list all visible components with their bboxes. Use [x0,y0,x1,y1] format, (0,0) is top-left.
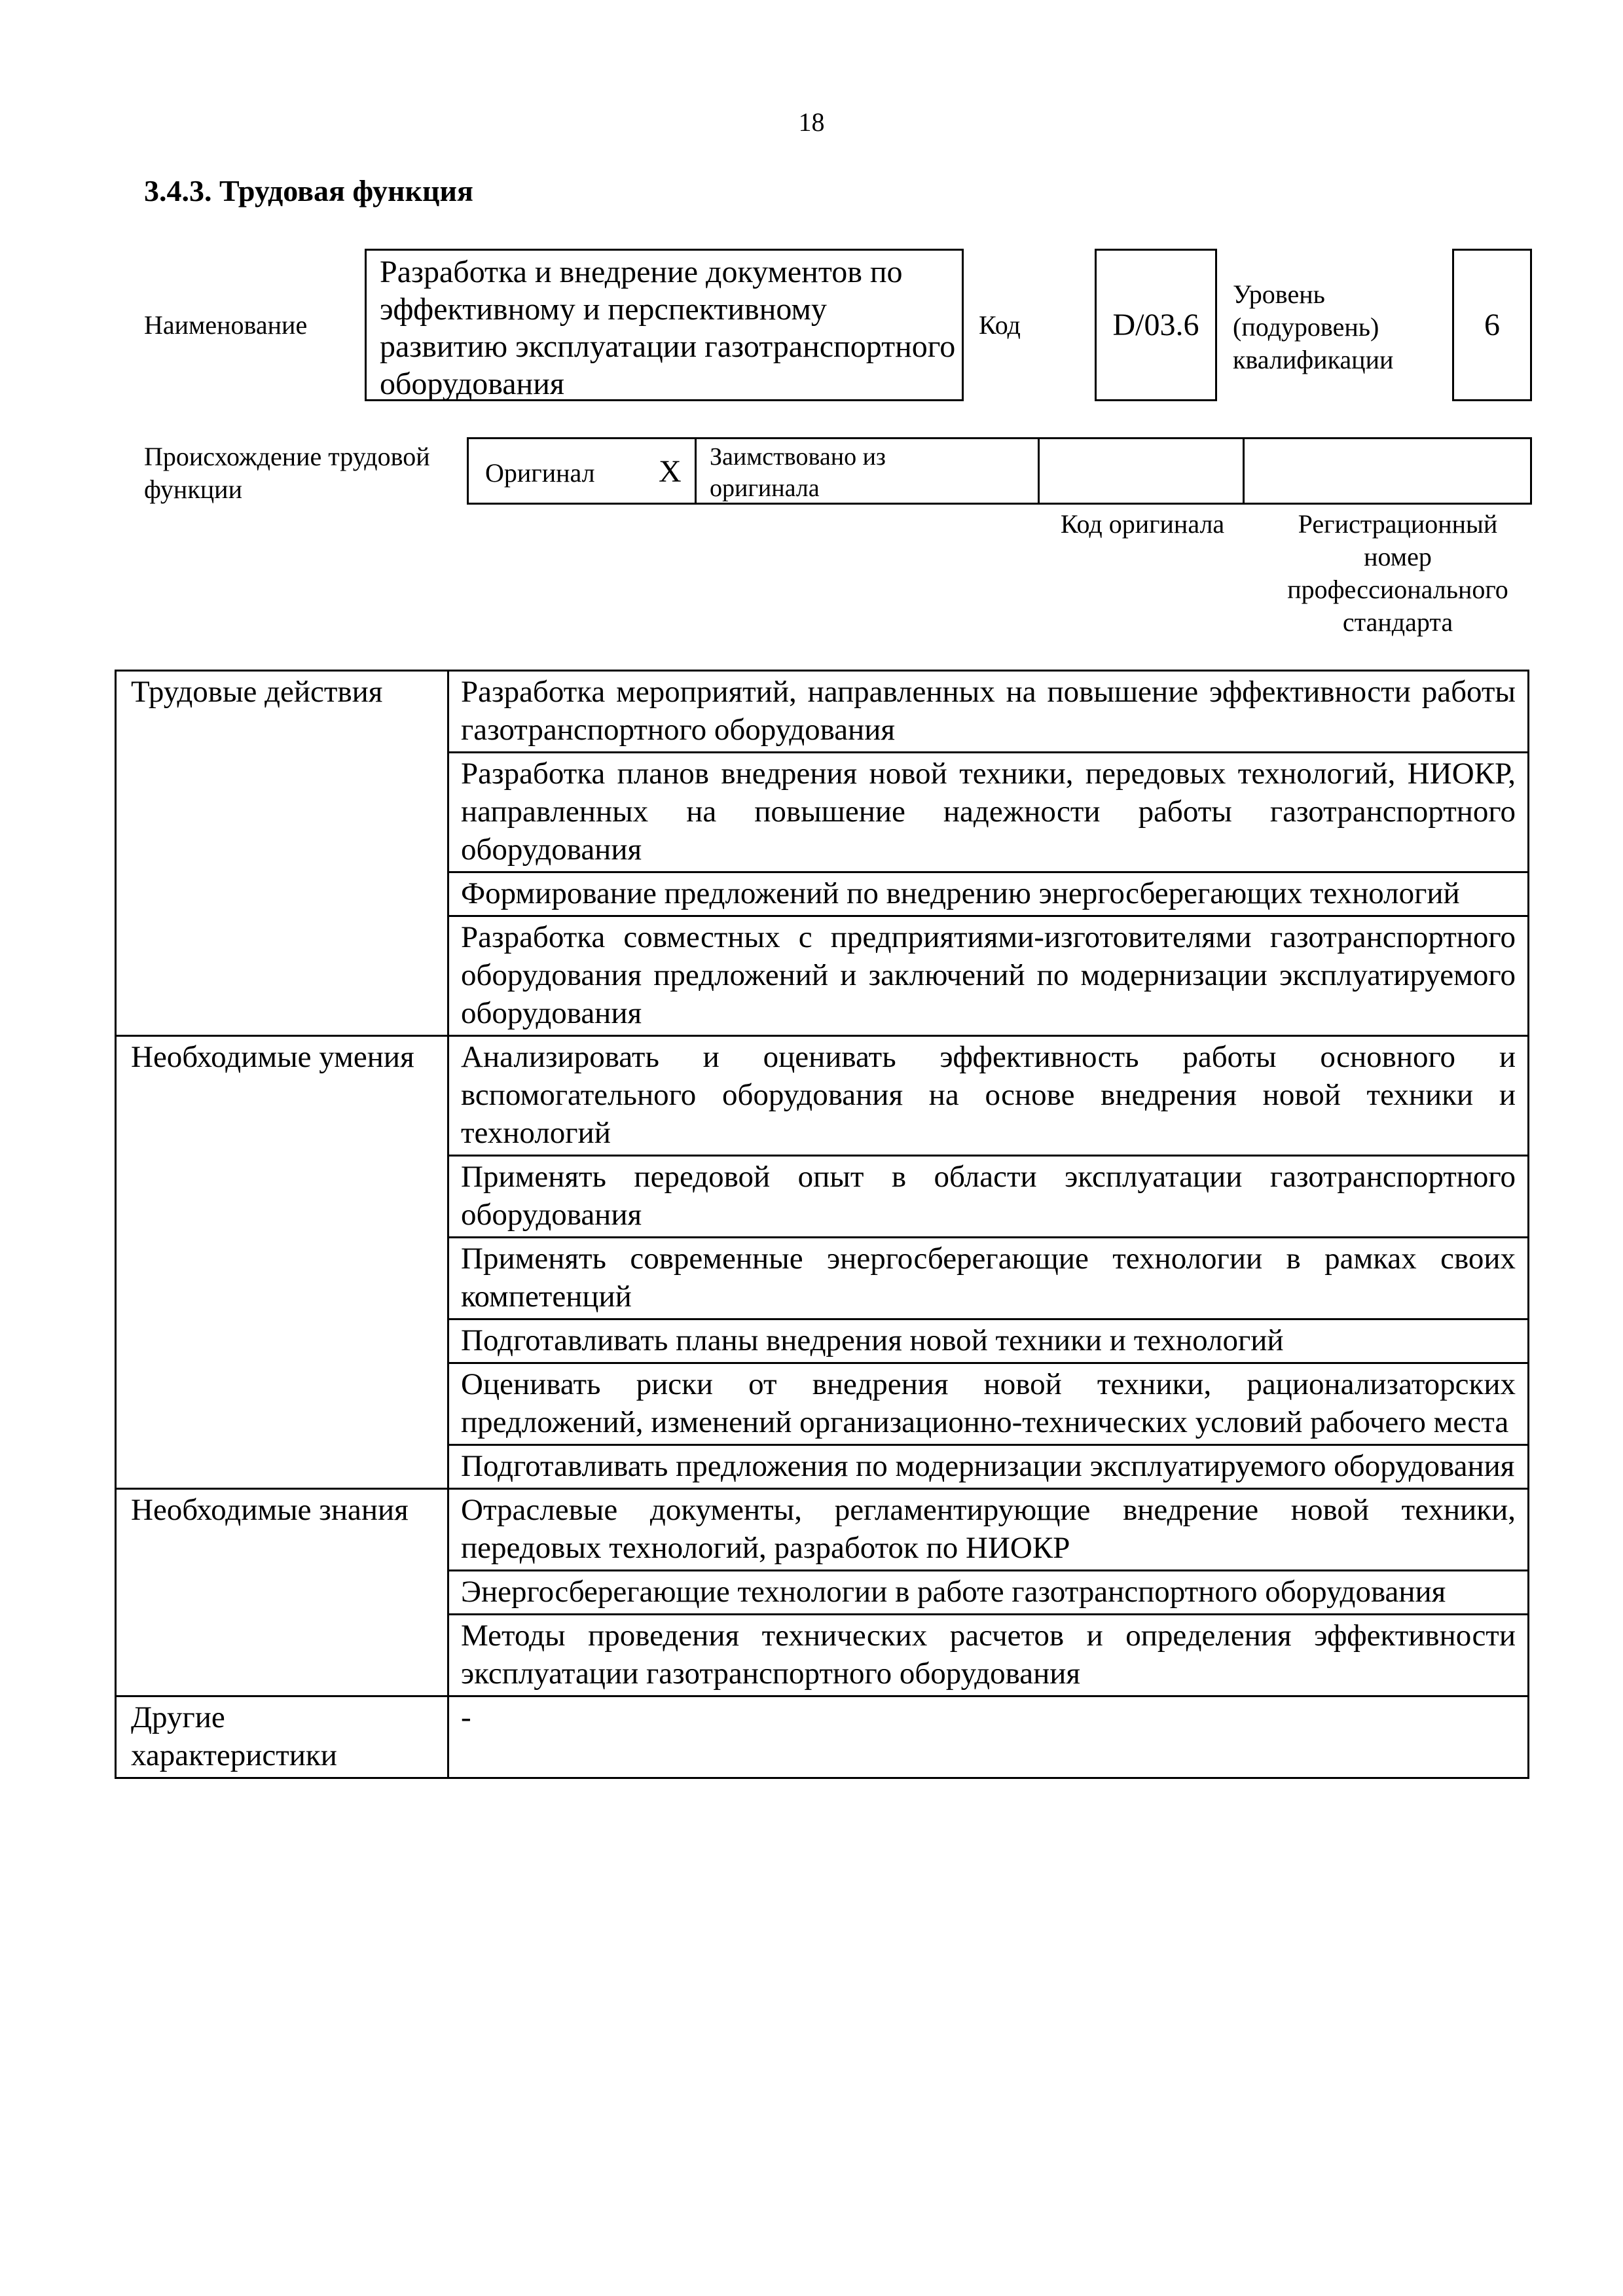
knowledge-item: Отраслевые документы, регламентирующие внедрение новой техники, передовых технологий, разработок по НИОКР [448,1489,1529,1571]
page-number: 18 [798,107,825,137]
labor-action-item: Разработка планов внедрения новой техники, передовых технологий, НИОКР, направленных на повышение надежности работы газотранспортного оборудования [448,753,1529,872]
table-row [116,1696,1529,1778]
skill-item: Применять современные энергосберегающие технологии в рамках своих компетенций [448,1238,1529,1319]
skill-item: Подготавливать предложения по модернизации эксплуатируемого оборудования [448,1445,1529,1489]
other-characteristics-heading: Другие характеристики [116,1696,448,1778]
code-label: Код [979,310,1021,340]
skill-item: Применять передовой опыт в области эксплуатации газотранспортного оборудования [448,1156,1529,1238]
origin-label: Происхождение трудовой функции [144,442,430,504]
level-value: 6 [1484,308,1500,342]
labor-actions-heading: Трудовые действия [116,671,448,1036]
origin-divider-1 [695,439,697,503]
section-title: 3.4.3. Трудовая функция [144,174,473,207]
origin-divider-2 [1038,439,1040,503]
level-box [1452,249,1532,401]
labor-action-item: Разработка совместных с предприятиями-изготовителями газотранспортного оборудования предложений и заключений по модернизации эксплуатируемого оборудования [448,916,1529,1036]
labor-action-item: Формирование предложений по внедрению энергосберегающих технологий [448,872,1529,916]
required-knowledge-heading: Необходимые знания [116,1489,448,1696]
original-label: Оригинал [485,458,595,488]
origin-box [467,437,1532,505]
table-row [116,1036,1529,1156]
name-box [365,249,964,401]
code-value: D/03.6 [1112,308,1199,342]
name-label: Наименование [144,310,308,340]
code-box [1095,249,1217,401]
table-row [116,671,1529,753]
reg-number-caption: Регистрационный номер профессионального стандарта [1287,509,1508,637]
skill-item: Оценивать риски от внедрения новой техники, рационализаторских предложений, изменений организационно-технических условий рабочего места [448,1363,1529,1445]
code-original-caption: Код оригинала [1060,509,1225,539]
skill-item: Анализировать и оценивать эффективность работы основного и вспомогательного оборудования на основе внедрения новой техники и технологий [448,1036,1529,1156]
name-value: Разработка и внедрение документов по эффективному и перспективному развитию эксплуатации газотранспортного оборудования [380,255,956,401]
skill-item: Подготавливать планы внедрения новой техники и технологий [448,1319,1529,1363]
origin-divider-3 [1243,439,1245,503]
labor-function-table [115,670,1529,1779]
knowledge-item: Энергосберегающие технологии в работе газотранспортного оборудования [448,1571,1529,1615]
original-mark: X [659,454,682,489]
other-characteristics-value: - [448,1696,1529,1778]
level-label: Уровень (подуровень) квалификации [1233,279,1394,374]
table-row [116,1489,1529,1571]
borrowed-label: Заимствовано из оригинала [710,443,886,502]
labor-action-item: Разработка мероприятий, направленных на повышение эффективности работы газотранспортного оборудования [448,671,1529,753]
knowledge-item: Методы проведения технических расчетов и определения эффективности эксплуатации газотранспортного оборудования [448,1615,1529,1696]
required-skills-heading: Необходимые умения [116,1036,448,1489]
